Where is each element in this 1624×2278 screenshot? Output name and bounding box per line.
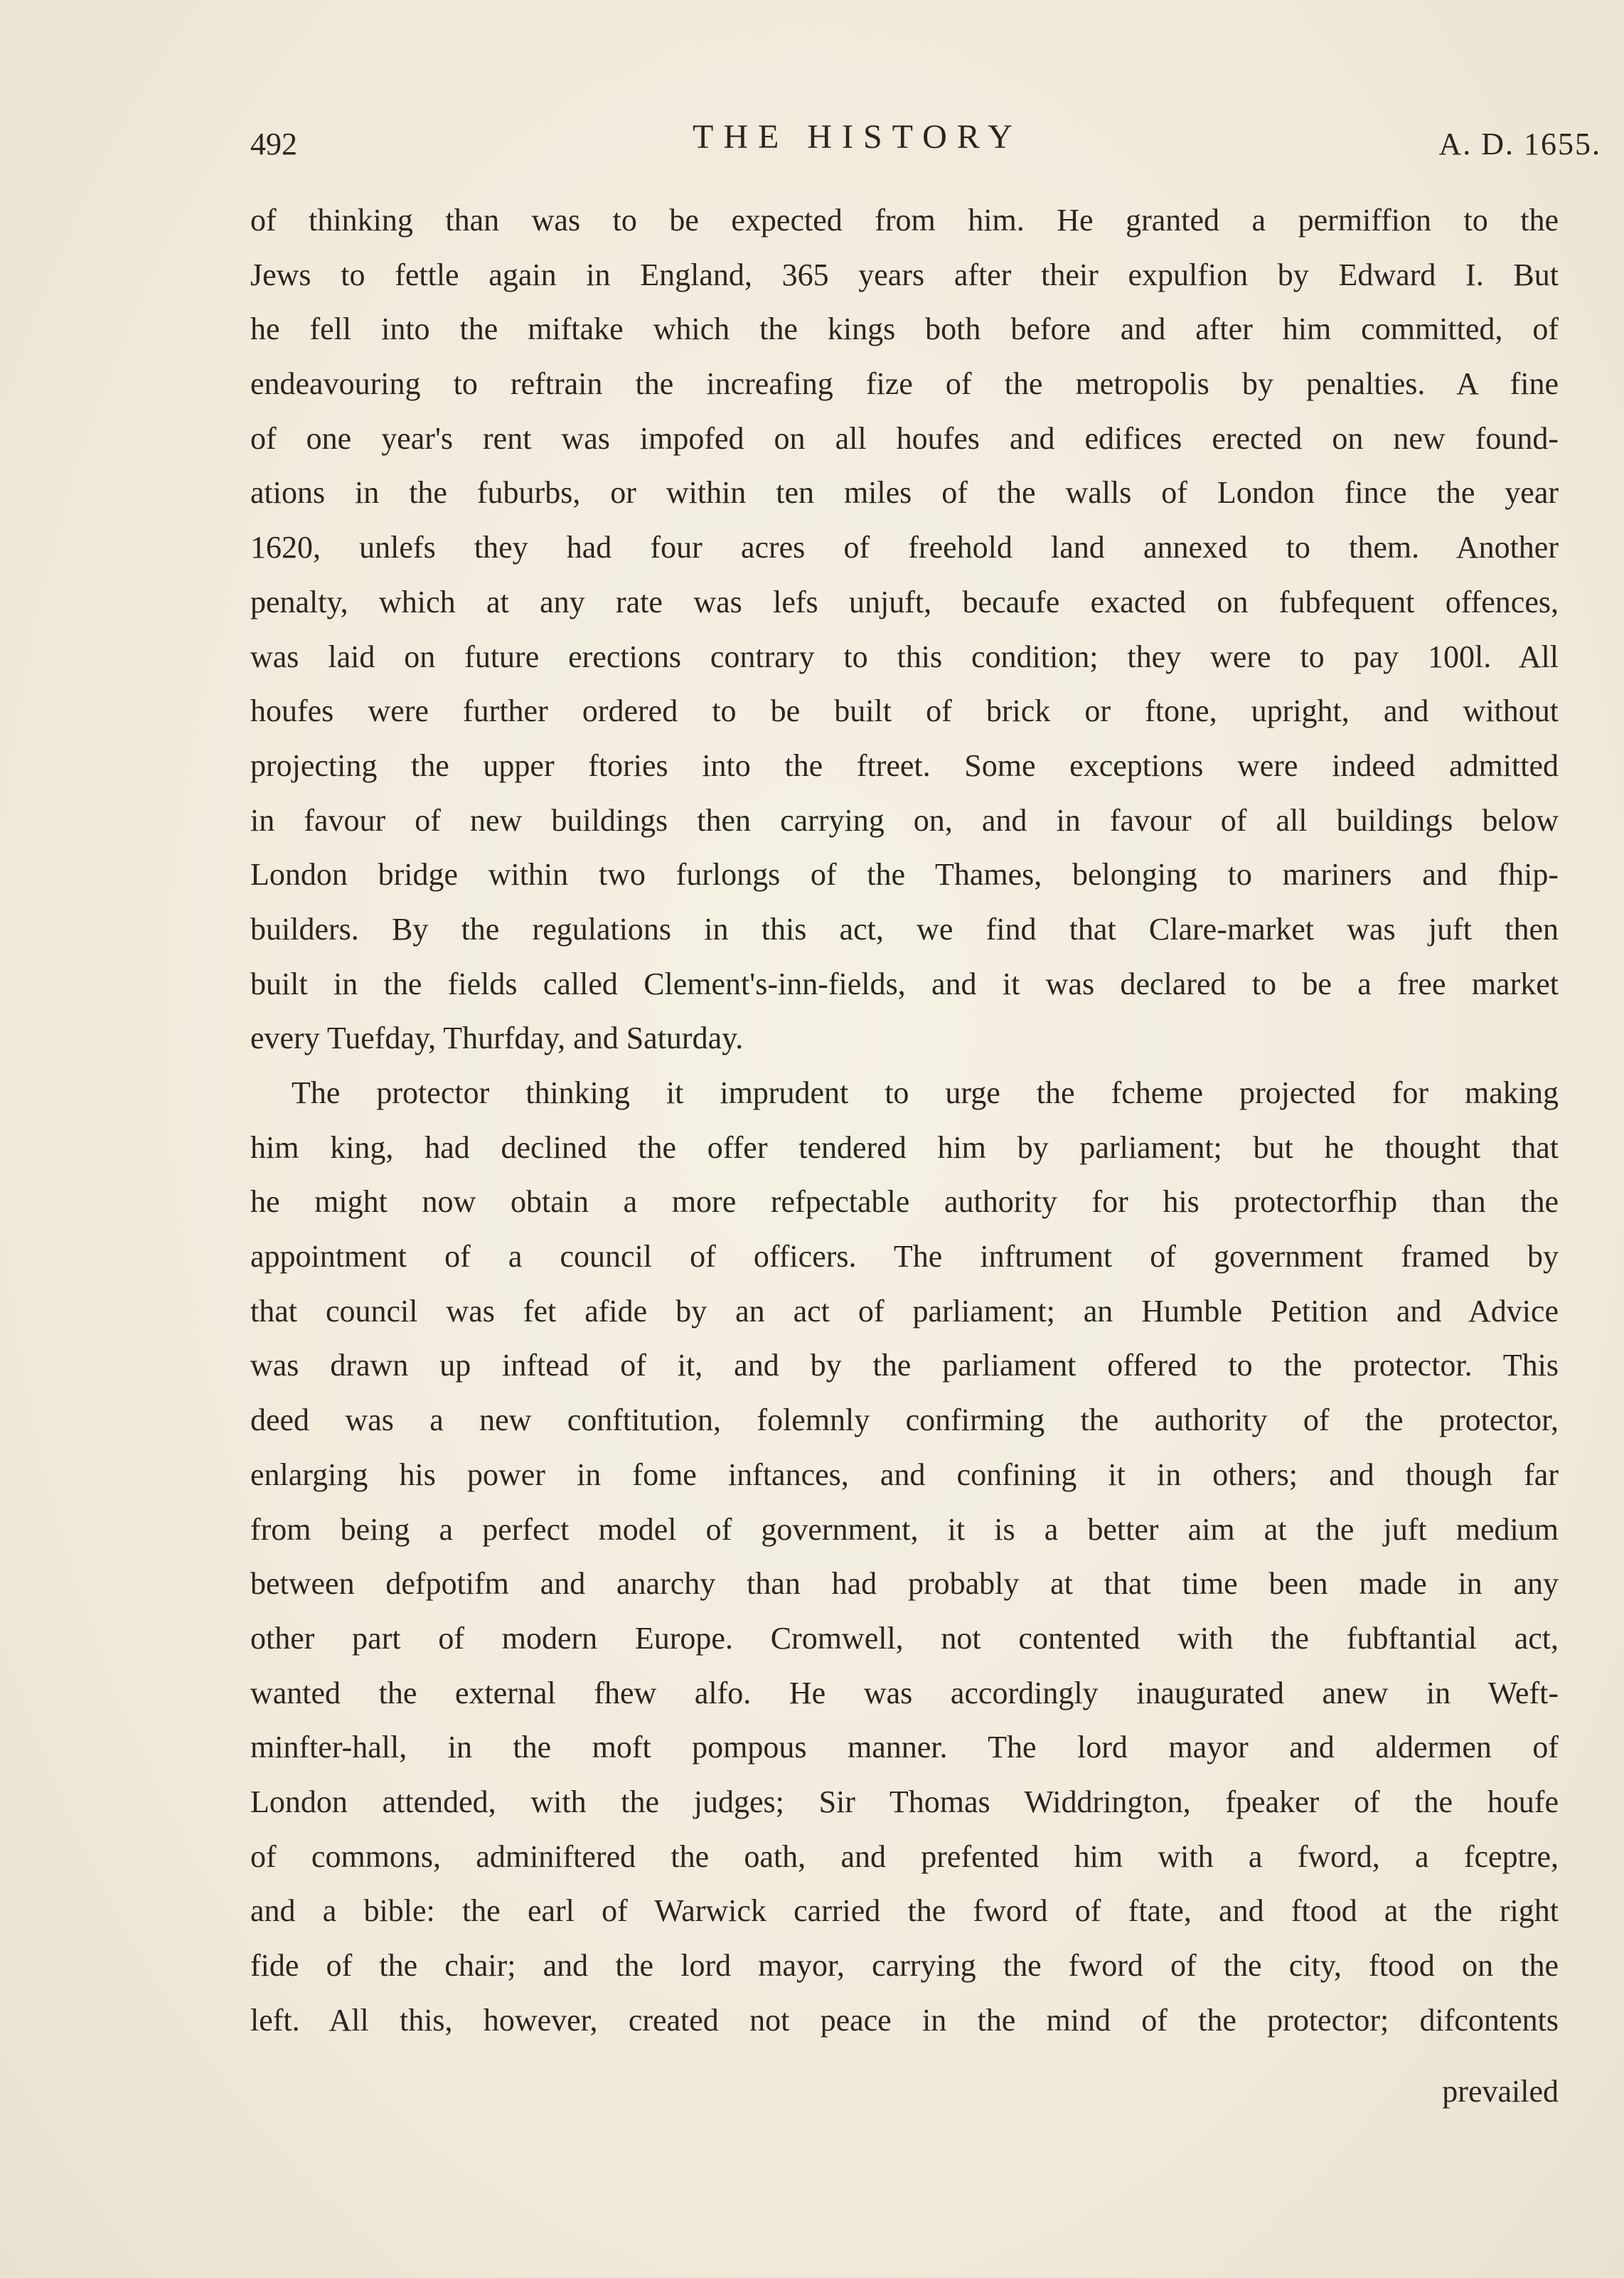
text-line: between defpotifm and anarchy than had probably at that time been made in any xyxy=(250,1566,1559,1602)
text-line: penalty, which at any rate was lefs unjuft, becaufe exacted on fubfequent offences, xyxy=(250,584,1559,619)
text-line: wanted the external fhew alfo. He was accordingly inaugurated anew in Weft- xyxy=(250,1675,1559,1710)
text-line: Jews to fettle again in England, 365 years after their expulfion by Edward I. But xyxy=(250,257,1559,292)
text-line: The protector thinking it imprudent to urge the fcheme projected for making xyxy=(292,1075,1559,1110)
running-title: THE HISTORY xyxy=(693,118,1022,156)
text-line: builders. By the regulations in this act, we find that Clare-market was juft then xyxy=(250,911,1559,947)
text-line: was laid on future erections contrary to this condition; they were to pay 100l. All xyxy=(250,639,1559,674)
text-line: built in the fields called Clement's-inn-fields, and it was declared to be a free market xyxy=(250,966,1559,1001)
text-line: and a bible: the earl of Warwick carried the fword of ftate, and ftood at the right xyxy=(250,1893,1559,1929)
text-line: London bridge within two furlongs of the Thames, belonging to mariners and fhip- xyxy=(250,857,1559,893)
text-line: ations in the fuburbs, or within ten miles of the walls of London fince the year xyxy=(250,475,1559,511)
text-line: he fell into the miftake which the kings both before and after him committed, of xyxy=(250,312,1559,347)
text-line: left. All this, however, created not peace in the mind of the protector; difcontents xyxy=(250,2002,1559,2038)
text-line: London attended, with the judges; Sir Thomas Widdrington, fpeaker of the houfe xyxy=(250,1784,1559,1819)
text-line: in favour of new buildings then carrying on, and in favour of all buildings below xyxy=(250,802,1559,838)
paragraph xyxy=(250,193,1559,1066)
text-line: projecting the upper ftories into the ftreet. Some exceptions were indeed admitted xyxy=(250,747,1559,783)
text-line: of thinking than was to be expected from him. He granted a permiffion to the xyxy=(250,203,1559,238)
text-line: enlarging his power in fome inftances, and confining it in others; and though far xyxy=(250,1457,1559,1492)
text-line: he might now obtain a more refpectable authority for his protectorfhip than the xyxy=(250,1184,1559,1220)
text-line: minfter-hall, in the moft pompous manner. The lord mayor and aldermen of xyxy=(250,1730,1559,1765)
text-line: other part of modern Europe. Cromwell, not contented with the fubftantial act, xyxy=(250,1620,1559,1656)
text-line: deed was a new conftitution, folemnly confirming the authority of the protector, xyxy=(250,1403,1559,1438)
text-line: appointment of a council of officers. The inftrument of government framed by xyxy=(250,1239,1559,1274)
paragraph xyxy=(250,1066,1559,2048)
text-line: 1620, unlefs they had four acres of freehold land annexed to them. Another xyxy=(250,530,1559,565)
page-number: 492 xyxy=(250,127,297,161)
text-line: was drawn up inftead of it, and by the parliament offered to the protector. This xyxy=(250,1348,1559,1383)
text-line: from being a perfect model of government, it is a better aim at the juft medium xyxy=(250,1511,1559,1547)
text-line: that council was fet afide by an act of parliament; an Humble Petition and Advice xyxy=(250,1293,1559,1329)
text-line: houfes were further ordered to be built of brick or ftone, upright, and without xyxy=(250,693,1559,729)
text-line: endeavouring to reftrain the increafing fize of the metropolis by penalties. A fine xyxy=(250,366,1559,402)
text-line: every Tuefday, Thurfday, and Saturday. xyxy=(250,1021,744,1056)
text-line: of commons, adminiftered the oath, and prefented him with a fword, a fceptre, xyxy=(250,1838,1559,1874)
text-line: him king, had declined the offer tendered him by parliament; but he thought that xyxy=(250,1129,1559,1165)
text-line: fide of the chair; and the lord mayor, carrying the fword of the city, ftood on the xyxy=(250,1948,1559,1983)
text-line: of one year's rent was impofed on all houfes and edifices erected on new found- xyxy=(250,420,1559,456)
body-text xyxy=(250,193,1559,2048)
running-header xyxy=(250,117,1601,167)
catchword: prevailed xyxy=(1442,2074,1559,2109)
year-marker: A. D. 1655. xyxy=(1438,127,1601,161)
